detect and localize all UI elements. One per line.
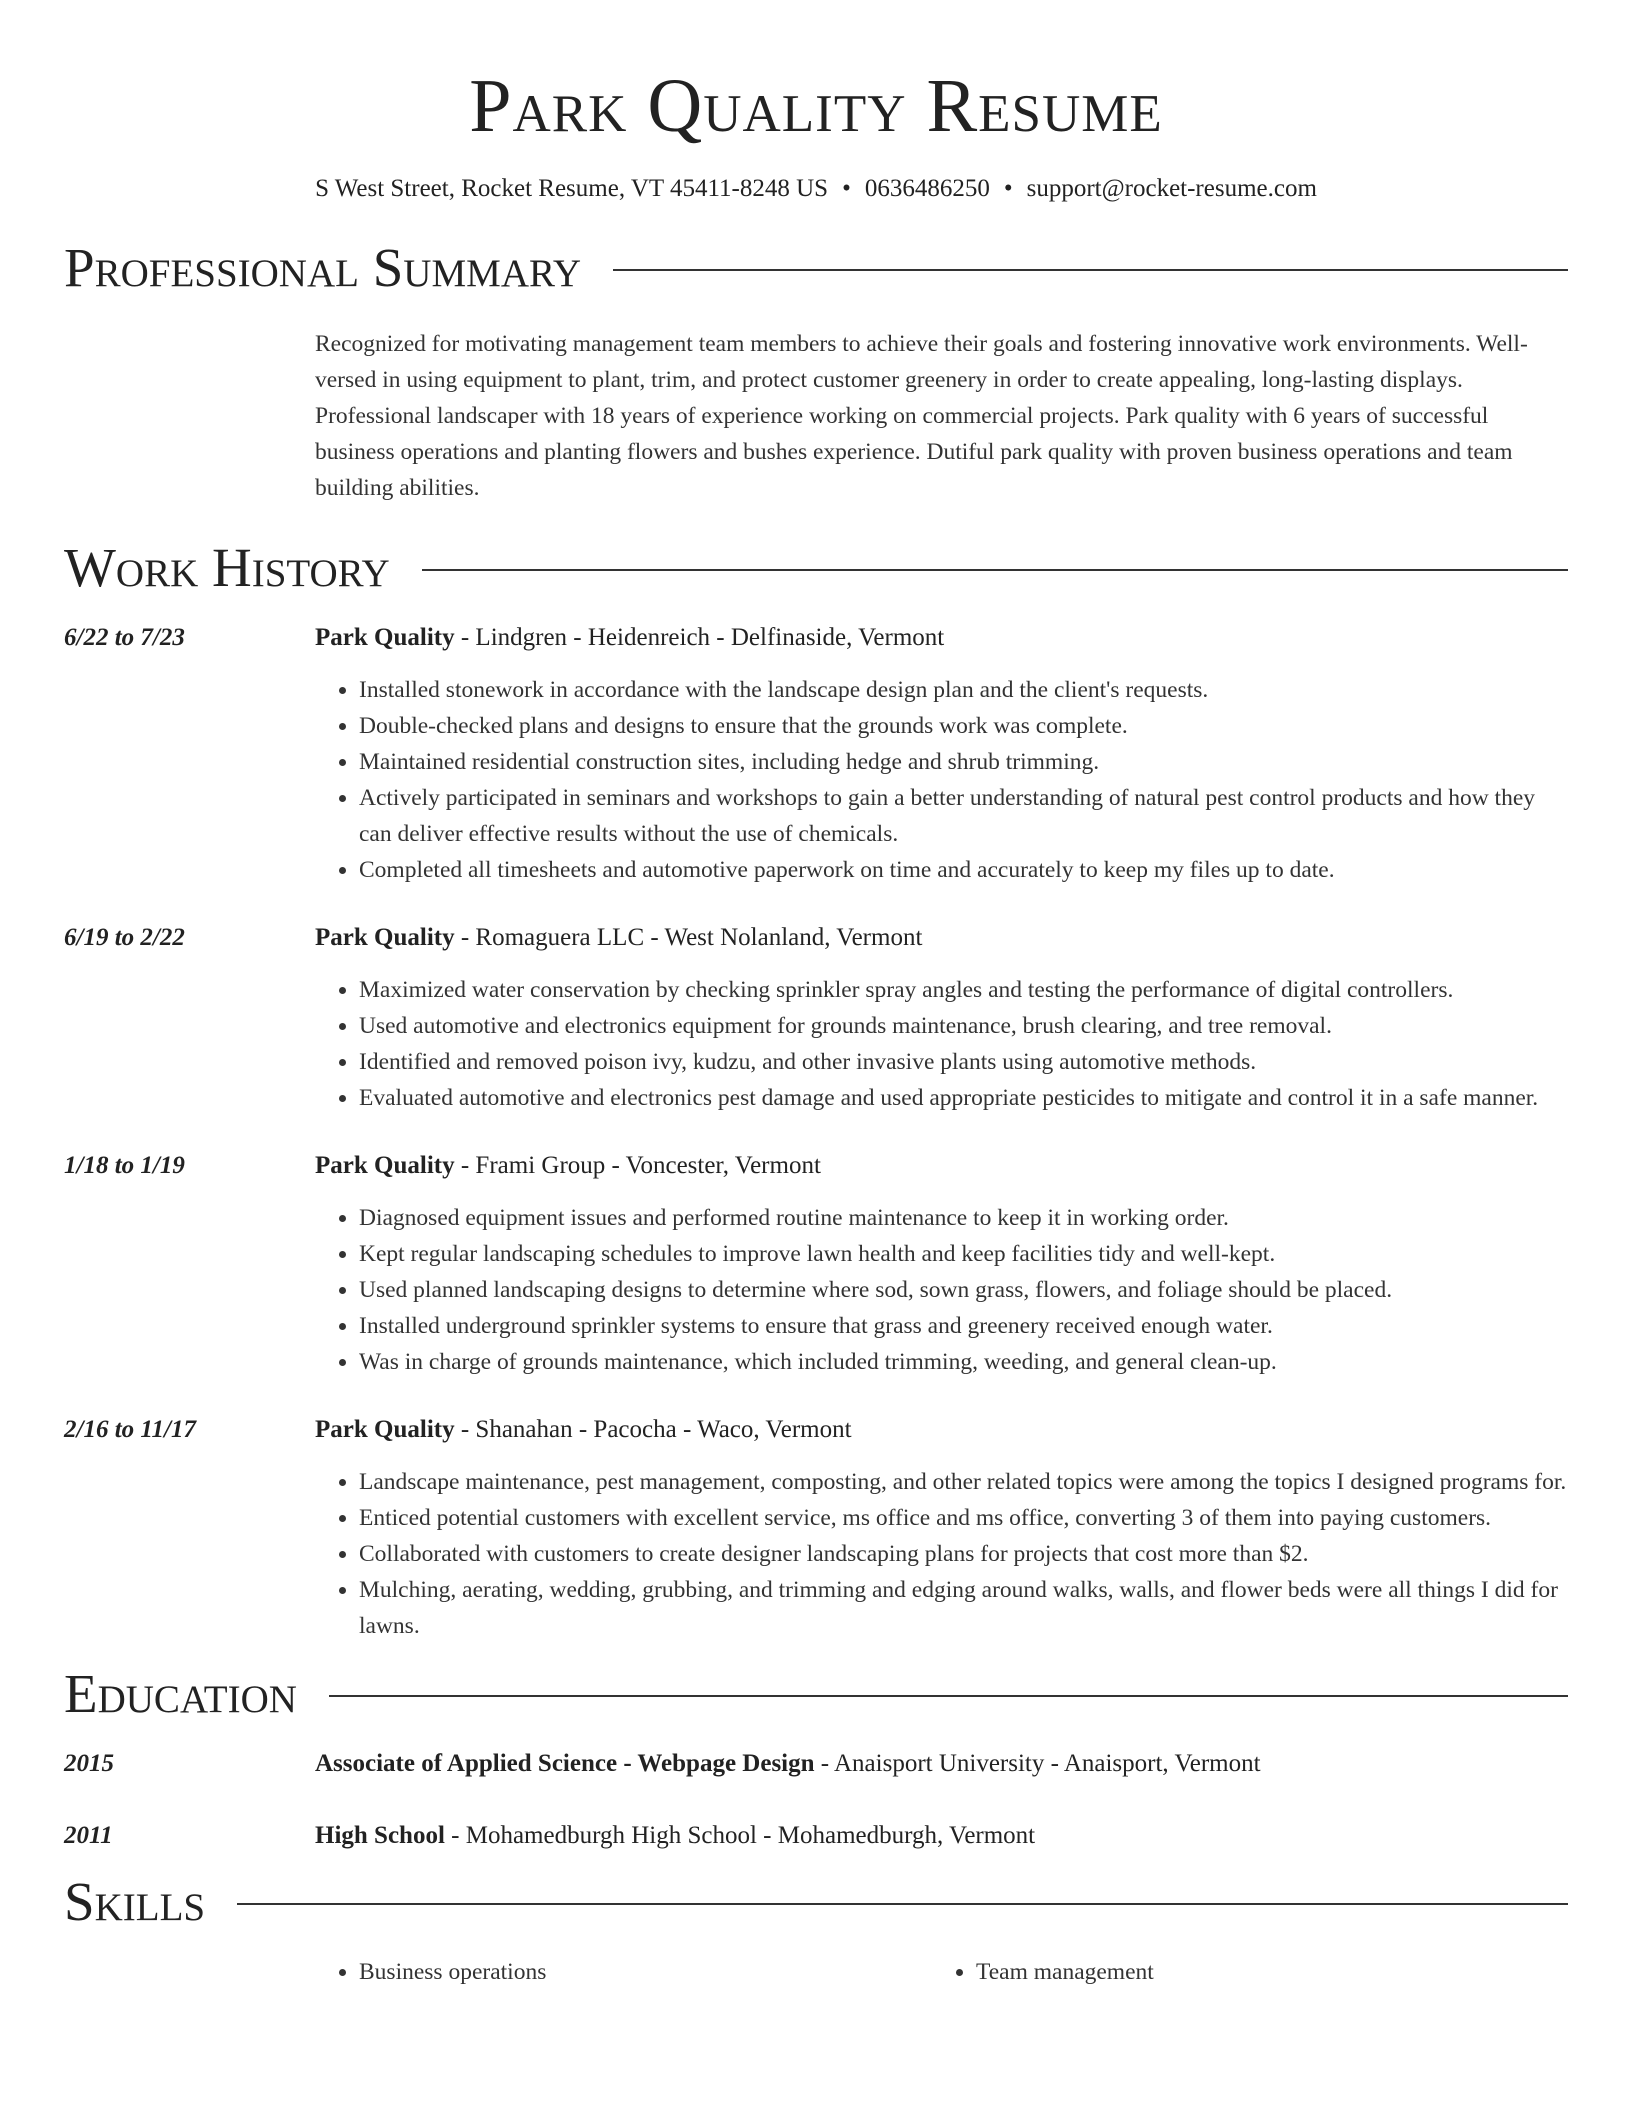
list-item: • Business operations xyxy=(359,1954,932,1990)
job-title-line xyxy=(315,920,1568,956)
section-divider xyxy=(613,269,1568,271)
education-degree: Associate of Applied Science - Webpage Design xyxy=(315,1750,815,1777)
job-title-line xyxy=(315,1412,1568,1448)
list-item: • Used planned landscaping designs to determine where sod, sown grass, flowers, and foliage should be placed. xyxy=(359,1272,1568,1308)
list-item: • Installed underground sprinkler systems to ensure that grass and greenery received enough water. xyxy=(359,1308,1568,1344)
contact-separator: • xyxy=(842,175,851,202)
job-title: Park Quality xyxy=(315,624,455,651)
job-dates: 2/16 to 11/17 xyxy=(64,1416,196,1443)
job-employer: - Frami Group - Voncester, Vermont xyxy=(454,1152,821,1179)
job-title-line xyxy=(315,620,1568,656)
skills-section-header xyxy=(64,1870,1568,1934)
section-divider xyxy=(237,1903,1568,1905)
education-school: - Anaisport University - Anaisport, Vermont xyxy=(814,1750,1261,1777)
education-degree: High School xyxy=(315,1822,445,1849)
job-employer: - Shanahan - Pacocha - Waco, Vermont xyxy=(454,1416,852,1443)
summary-text: Recognized for motivating management team members to achieve their goals and fostering innovative work environments. Well-versed in using equipment to plant, trim, and protect customer greenery in order to create appealing, long-lasting displays. Professional landscaper with 18 years of experience working on commercial projects. Park quality with 6 years of successful business operations and planting flowers and bushes experience. Dutiful park quality with proven business operations and team building abilities. xyxy=(315,331,1528,501)
summary-heading: Professional Summary xyxy=(64,237,582,298)
section-divider xyxy=(329,1695,1568,1697)
list-item: • Enticed potential customers with excellent service, ms office and ms office, converting 3 of them into paying customers. xyxy=(359,1500,1568,1536)
job-dates: 6/19 to 2/22 xyxy=(64,924,185,951)
job-bullets xyxy=(315,672,1568,888)
education-title-line xyxy=(315,1746,1568,1782)
job-entry xyxy=(64,920,1568,1116)
contact-email: support@rocket-resume.com xyxy=(1026,175,1317,202)
job-title: Park Quality xyxy=(315,1416,455,1443)
job-bullets xyxy=(315,972,1568,1116)
contact-separator: • xyxy=(1003,175,1013,202)
skills-column-right xyxy=(932,1954,1568,1990)
job-entry xyxy=(64,620,1568,888)
list-item: • Was in charge of grounds maintenance, which included trimming, weeding, and general clean-up. xyxy=(359,1344,1568,1380)
job-body xyxy=(315,920,1568,1116)
resume-name: Park Quality Resume xyxy=(469,64,1163,148)
education-year: 2011 xyxy=(64,1822,113,1849)
job-body xyxy=(315,1148,1568,1380)
list-item: • Maximized water conservation by checking sprinkler spray angles and testing the performance of digital controllers. xyxy=(359,972,1568,1008)
job-dates: 1/18 to 1/19 xyxy=(64,1152,185,1179)
section-divider xyxy=(422,569,1568,571)
list-item: • Diagnosed equipment issues and performed routine maintenance to keep it in working order. xyxy=(359,1200,1568,1236)
job-dates: 6/22 to 7/23 xyxy=(64,624,185,651)
contact-address: S West Street, Rocket Resume, VT 45411-8248 US xyxy=(315,175,829,202)
work-heading: Work History xyxy=(64,537,390,598)
education-title-line xyxy=(315,1818,1568,1854)
list-item: • Evaluated automotive and electronics pest damage and used appropriate pesticides to mitigate and control it in a safe manner. xyxy=(359,1080,1568,1116)
list-item: • Kept regular landscaping schedules to improve lawn health and keep facilities tidy and well-kept. xyxy=(359,1236,1568,1272)
summary-section-header xyxy=(64,236,1568,300)
contact-line xyxy=(64,172,1568,206)
skills-column-left xyxy=(315,1954,932,1990)
education-heading: Education xyxy=(64,1663,297,1724)
list-item: • Collaborated with customers to create designer landscaping plans for projects that cost more than $2. xyxy=(359,1536,1568,1572)
job-employer: - Romaguera LLC - West Nolanland, Vermont xyxy=(454,924,923,951)
skills-list xyxy=(315,1954,1568,1990)
list-item: • Actively participated in seminars and workshops to gain a better understanding of natural pest control products and how they can deliver effective results without the use of chemicals. xyxy=(359,780,1568,852)
job-title-line xyxy=(315,1148,1568,1184)
education-body xyxy=(315,1746,1568,1782)
job-entry xyxy=(64,1412,1568,1644)
job-bullets xyxy=(315,1464,1568,1644)
list-item: • Identified and removed poison ivy, kudzu, and other invasive plants using automotive methods. xyxy=(359,1044,1568,1080)
job-title: Park Quality xyxy=(315,1152,455,1179)
education-school: - Mohamedburgh High School - Mohamedburgh, Vermont xyxy=(444,1822,1036,1849)
job-body xyxy=(315,1412,1568,1644)
list-item: • Landscape maintenance, pest management, composting, and other related topics were among the topics I designed programs for. xyxy=(359,1464,1568,1500)
list-item: • Team management xyxy=(976,1954,1568,1990)
work-section-header xyxy=(64,536,1568,600)
job-entry xyxy=(64,1148,1568,1380)
education-entry xyxy=(64,1818,1568,1854)
job-title: Park Quality xyxy=(315,924,455,951)
list-item: • Installed stonework in accordance with the landscape design plan and the client's requests. xyxy=(359,672,1568,708)
list-item: • Maintained residential construction sites, including hedge and shrub trimming. xyxy=(359,744,1568,780)
education-section-header xyxy=(64,1662,1568,1726)
education-body xyxy=(315,1818,1568,1854)
job-employer: - Lindgren - Heidenreich - Delfinaside, Vermont xyxy=(454,624,945,651)
list-item: • Completed all timesheets and automotive paperwork on time and accurately to keep my files up to date. xyxy=(359,852,1568,888)
list-item: • Mulching, aerating, wedding, grubbing, and trimming and edging around walks, walls, and flower beds were all things I did for lawns. xyxy=(359,1572,1568,1644)
education-entry xyxy=(64,1746,1568,1782)
skills-heading: Skills xyxy=(64,1871,206,1932)
list-item: • Double-checked plans and designs to ensure that the grounds work was complete. xyxy=(359,708,1568,744)
list-item: • Used automotive and electronics equipment for grounds maintenance, brush clearing, and tree removal. xyxy=(359,1008,1568,1044)
job-bullets xyxy=(315,1200,1568,1380)
contact-phone: 0636486250 xyxy=(864,175,990,202)
job-body xyxy=(315,620,1568,888)
education-year: 2015 xyxy=(64,1750,114,1777)
